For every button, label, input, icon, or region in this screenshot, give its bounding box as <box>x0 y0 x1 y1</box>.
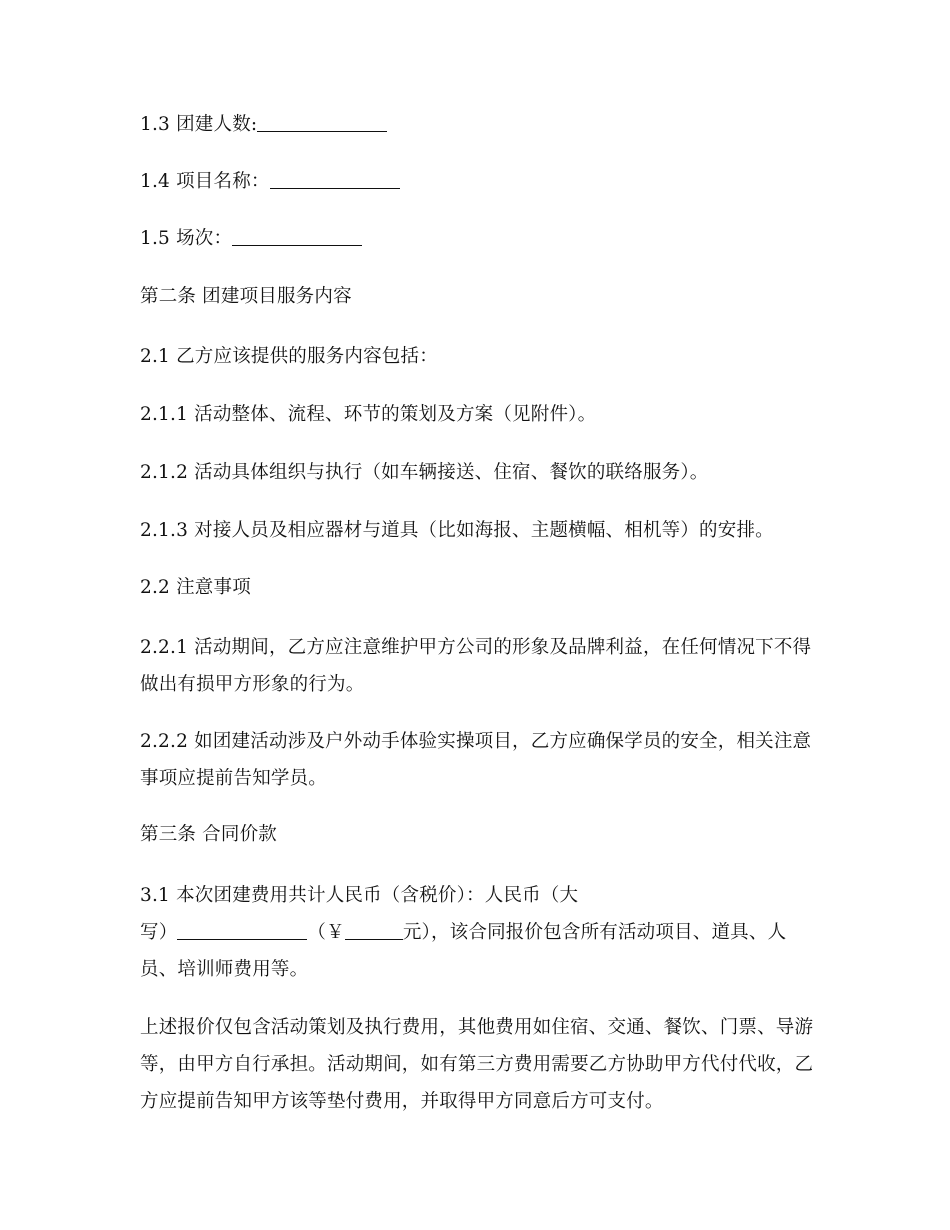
item-3-1-line-3: 员、培训师费用等。 <box>140 959 309 980</box>
item-2-1-3: 2.1.3 对接人员及相应器材与道具（比如海报、主题横幅、相机等）的安排。 <box>140 520 774 541</box>
price-note-line-1: 上述报价仅包含活动策划及执行费用，其他费用如住宿、交通、餐饮、门票、导游 <box>140 1017 814 1038</box>
item-2-2-2-line-1: 2.2.2 如团建活动涉及户外动手体验实操项目，乙方应确保学员的安全，相关注意 <box>140 731 812 752</box>
item-2-2-2-line-2: 事项应提前告知学员。 <box>140 768 328 789</box>
item-1-4-project-name <box>140 167 820 197</box>
article-2-title: 第二条 团建项目服务内容 <box>140 286 352 307</box>
item-2-1: 2.1 乙方应该提供的服务内容包括： <box>140 346 438 367</box>
item-2-1-2: 2.1.2 活动具体组织与执行（如车辆接送、住宿、餐饮的联络服务）。 <box>140 462 709 483</box>
item-3-1-line-2 <box>140 914 820 951</box>
sessions-blank[interactable] <box>232 225 362 246</box>
item-2-2-1-line-1: 2.2.1 活动期间，乙方应注意维护甲方公司的形象及品牌利益，在任何情况下不得 <box>140 637 812 658</box>
item-3-1-line-1: 3.1 本次团建费用共计人民币（含税价）：人民币（大 <box>140 885 579 906</box>
amount-uppercase-label: 写） <box>140 922 178 943</box>
price-note-paragraph <box>140 1009 820 1120</box>
amount-yuan-prefix: （￥ <box>307 922 345 943</box>
item-1-4-label: 1.4 项目名称： <box>140 171 270 192</box>
project-name-blank[interactable] <box>270 168 400 189</box>
item-2-1-1: 2.1.1 活动整体、流程、环节的策划及方案（见附件）。 <box>140 404 597 425</box>
team-size-blank[interactable] <box>257 111 387 132</box>
item-2-2-2 <box>140 723 820 797</box>
item-2-2-1 <box>140 629 820 703</box>
item-1-3-label: 1.3 团建人数: <box>140 114 258 135</box>
item-1-5-label: 1.5 场次： <box>140 228 233 249</box>
item-3-1 <box>140 877 820 988</box>
item-2-2: 2.2 注意事项 <box>140 577 251 598</box>
amount-numeric-blank[interactable] <box>345 919 403 940</box>
amount-uppercase-blank[interactable] <box>177 919 307 940</box>
item-2-2-1-line-2: 做出有损甲方形象的行为。 <box>140 674 365 695</box>
article-3-title: 第三条 合同价款 <box>140 824 277 845</box>
price-note-line-3: 方应提前告知甲方该等垫付费用，并取得甲方同意后方可支付。 <box>140 1091 664 1112</box>
price-note-line-2: 等，由甲方自行承担。活动期间，如有第三方费用需要乙方协助甲方代付代收，乙 <box>140 1054 814 1075</box>
amount-yuan-suffix: 元），该合同报价包含所有活动项目、道具、人 <box>402 922 787 943</box>
item-1-5-sessions <box>140 224 820 254</box>
item-1-3-team-size <box>140 110 820 140</box>
